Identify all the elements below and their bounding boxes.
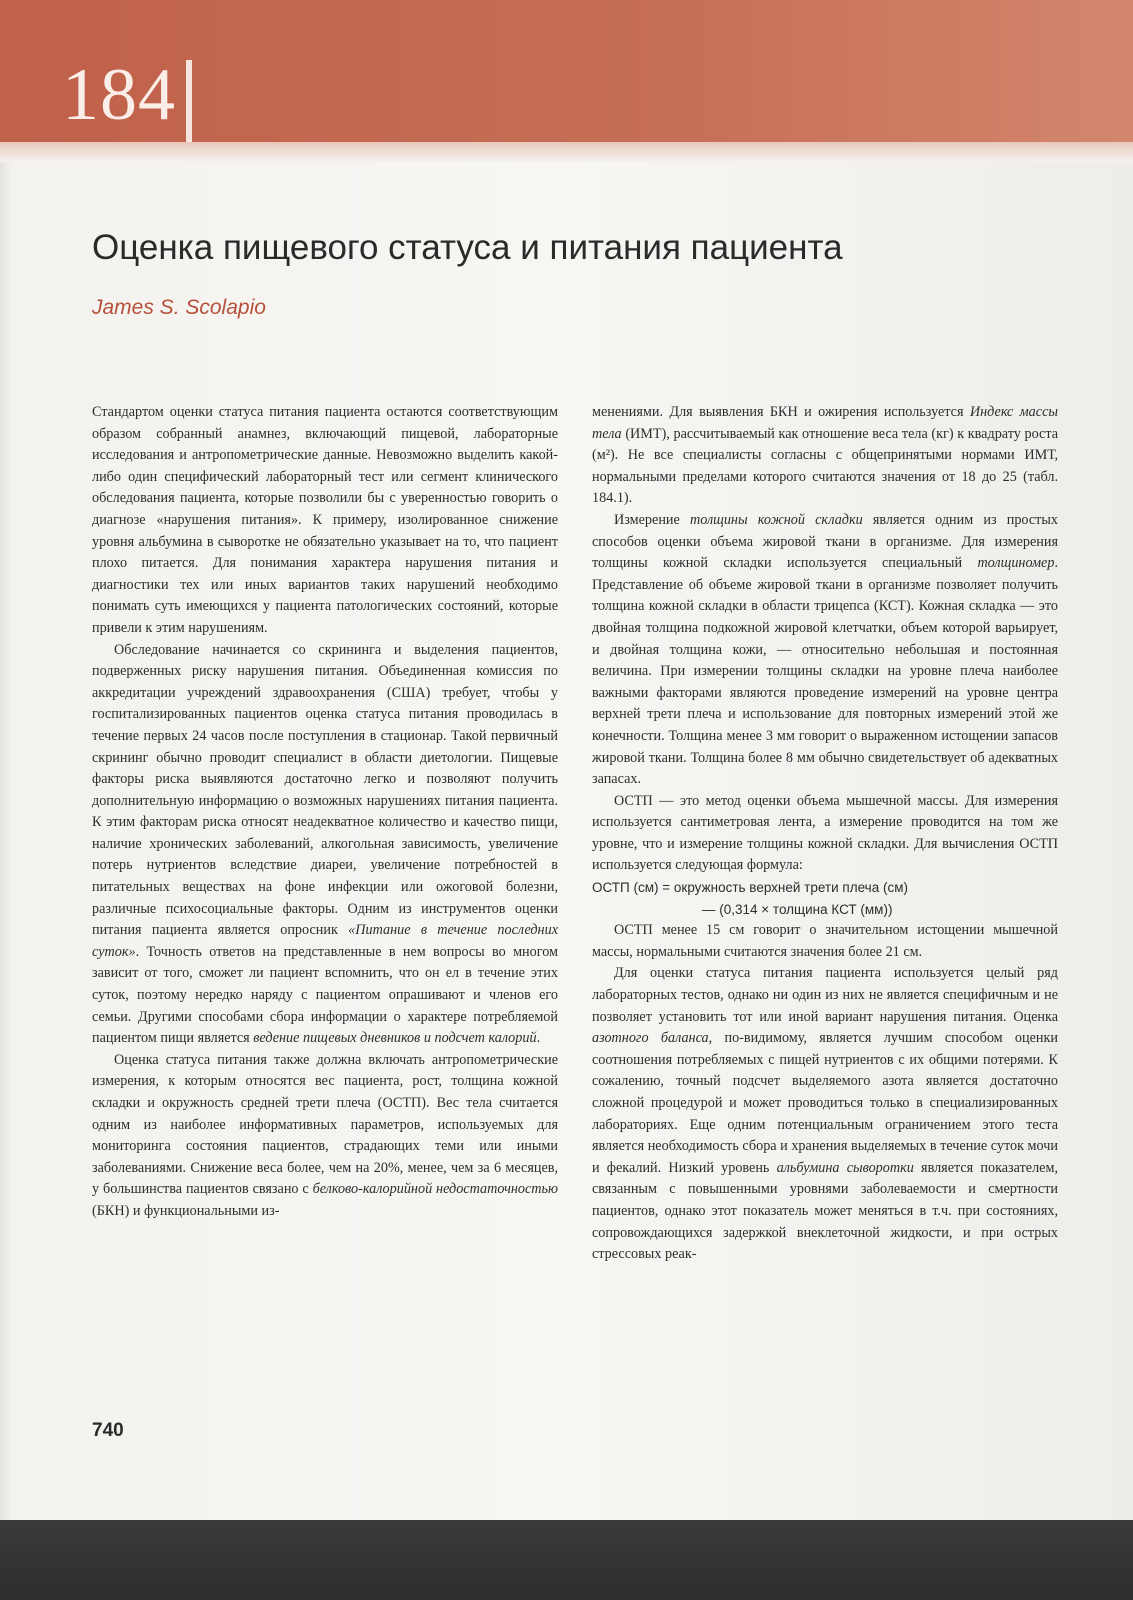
paragraph: Обследование начинается со скрининга и выделения пациентов, подверженных риску нарушения питания. Объединенная комиссия по аккредитации учреждений здравоохранения (США) требует, чтобы у госпитализированных пациентов оценка статуса питания проводилась в течение первых 24 часов после поступления в стационар. Такой первичный скрининг обычно проводит специалист в области диетологии. Пищевые факторы риска выявляются достаточно легко и позволяют получить дополнительную информацию о возможных нарушениях питания пациента. К этим факторам риска относят неадекватное количество и качество пищи, наличие хронических заболеваний, алкогольная зависимость, увеличение потерь нутриентов вследствие диареи, увеличение потребностей в питательных веществах на фоне инфекции или ожоговой болезни, различные психосоциальные факторы. Одним из инструментов оценки питания пациента является опросник «Питание в течение последних суток». Точность ответов на представленные в нем вопросы во многом зависит от того, сможет ли пациент вспомнить, что он ел в течение этих суток, поэтому нередко наряду с пациентом опрашивают и членов его семьи. Другими способами сбора информации о характере потребляемой пациентом пищи является ведение пищевых дневников и подсчет калорий. (92, 641, 558, 1047)
chapter-title: Оценка пищевого статуса и питания пациента (92, 228, 843, 267)
paragraph: Для оценки статуса питания пациента используется целый ряд лабораторных тестов, однако ни один из них не является специфичным и не позволяет установить тот или иной вариант нарушения питания. Оценка азотного баланса, по-видимому, является лучшим способом оценки соотношения потребляемых с пищей нутриентов с их общими потерями. К сожалению, точный подсчет выделяемого азота является достаточно сложной процедурой и может проводиться только в специализированных лабораториях. Еще одним потенциальным ограничением этого теста является необходимость сбора и хранения выделяемых в течение суток мочи и фекалий. Низкий уровень альбумина сыворотки является показателем, связанным с повышенными уровнями заболеваемости и смертности пациентов, однако этот показатель может меняться в т.ч. при состояниях, сопровождающихся задержкой внеклеточной жидкости, и при острых стрессовых реак- (592, 965, 1058, 1263)
paragraph: ОСТП менее 15 см говорит о значительном истощении мышечной массы, нормальными считаются значения более 21 см. (592, 922, 1058, 960)
header-fade (0, 142, 1133, 162)
header-divider (186, 60, 192, 142)
paragraph: Измерение толщины кожной складки является одним из простых способов оценки объема жировой ткани в организме. Для измерения толщины кожной складки используется специальный толщиномер. Представление об объеме жировой ткани в организме позволяет получить толщина кожной складки в области трицепса (КСТ). Кожная складка — это двойная толщина подкожной жировой клетчатки, объем которой варьирует, и двойная толщина кожи, — относительно небольшая и постоянная величина. При измерении толщины складки на уровне плеча наиболее важными факторами являются проведение измерений на уровне центра верхней трети плеча и использование для повторных измерений этой же конечности. Толщина менее 3 мм говорит о выраженном истощении запасов жировой ткани. Толщина более 8 мм обычно свидетельствует об адекватных запасах. (592, 511, 1058, 788)
chapter-header-band (0, 0, 1133, 142)
paragraph: Стандартом оценки статуса питания пациента остаются соответствующим образом собранный анамнез, включающий пищевой, лабораторные исследования и антропометрические данные. Невозможно выделить какой-либо один специфический лабораторный тест или сегмент клинического обследования пациента, которые позволили бы с уверенностью говорить о диагнозе «нарушения питания». К примеру, изолированное снижение уровня альбумина в сыворотке не обязательно указывает на то, что пациент плохо питается. Для понимания характера нарушения питания и диагностики тех или иных вариантов таких нарушений необходимо понимать суть имеющихся у пациента патологических состояний, которые привели к этим нарушениям. (92, 404, 558, 636)
right-column (592, 402, 1058, 1266)
formula-line: — (0,314 × толщина КСТ (мм)) (702, 901, 893, 917)
italic-term: Индекс массы тела (592, 404, 1058, 442)
chapter-number: 184 (62, 54, 176, 136)
spine-shadow (0, 0, 12, 1520)
italic-term: белково-калорийной недостаточностью (312, 1181, 558, 1198)
italic-term: толщины кожной складки (689, 511, 863, 528)
paragraph: Оценка статуса питания также должна включать антропометрические измерения, к которым относятся вес пациента, рост, толщина кожной складки и окружность средней трети плеча (ОСТП). Вес тела считается одним из наиболее информативных параметров, используемых для мониторинга состояния пациентов, страдающих теми или иными заболеваниями. Снижение веса более, чем на 20%, менее, чем за 6 месяцев, у большинства пациентов связано с белково-калорийной недостаточностью (БКН) и функциональными из- (92, 1051, 558, 1219)
page-number: 740 (92, 1420, 124, 1441)
italic-term: ведение пищевых дневников и подсчет калорий (253, 1030, 537, 1047)
scan-bottom-edge (0, 1520, 1133, 1600)
paragraph: менениями. Для выявления БКН и ожирения используется Индекс массы тела (ИМТ), рассчитываемый как отношение веса тела (кг) к квадрату роста (м²). Не все специалисты согласны с общепринятыми нормами ИМТ, нормальными пределами которого считаются значения от 18 до 25 (табл. 184.1). (592, 404, 1058, 507)
paragraph: ОСТП — это метод оценки объема мышечной массы. Для измерения используется сантиметровая лента, а измерение проводится на том же уровне, что и измерение толщины кожной складки. Для вычисления ОСТП используется следующая формула: (592, 792, 1058, 874)
italic-term: азотного баланса (592, 1030, 709, 1047)
formula-line: ОСТП (см) = окружность верхней трети плеча (см) (592, 880, 908, 896)
italic-term: толщиномер (977, 555, 1055, 572)
italic-term: «Питание в течение последних суток» (92, 922, 558, 960)
left-column (92, 402, 558, 1223)
chapter-author: James S. Scolapio (92, 296, 266, 319)
italic-term: альбумина сыворотки (776, 1159, 914, 1176)
